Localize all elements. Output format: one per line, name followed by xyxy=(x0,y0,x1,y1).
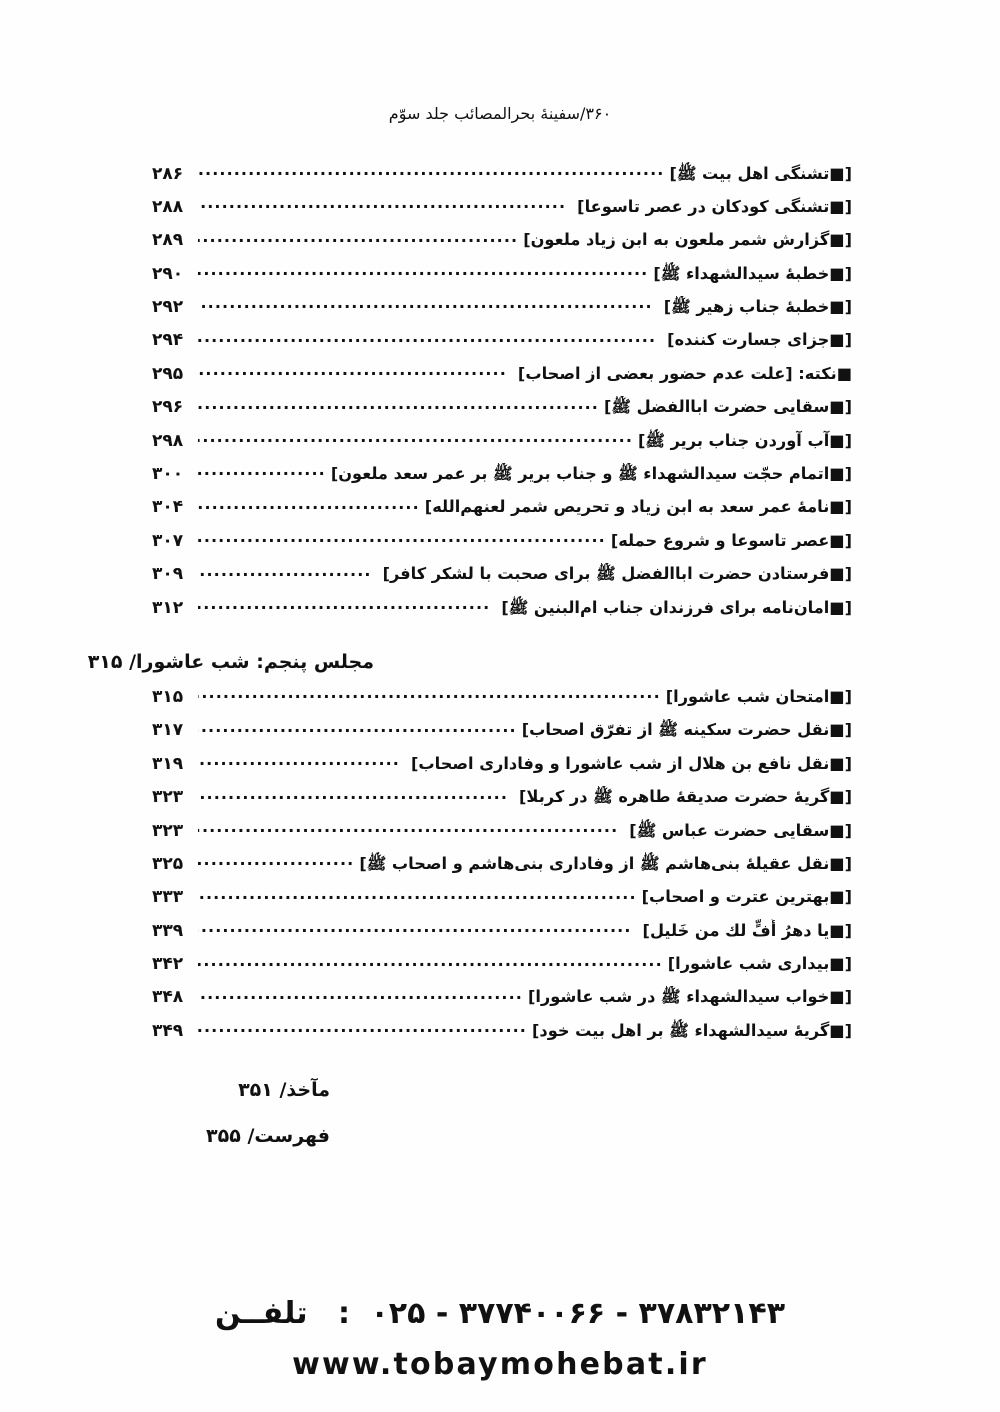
toc-entry-title: [■عصر تاسوعا و شروع حمله] xyxy=(610,530,852,550)
toc-tail xyxy=(152,1079,852,1171)
toc-leader-dots xyxy=(198,329,662,346)
toc-leader-dots xyxy=(198,819,624,836)
toc-entry[interactable] xyxy=(152,162,852,195)
toc-entry-title: [■گریهٔ سیدالشهداء ﷺ بر اهل بیت خود] xyxy=(532,1020,852,1040)
toc-entry[interactable] xyxy=(152,886,852,919)
toc-entry[interactable] xyxy=(152,529,852,562)
toc-entry[interactable] xyxy=(152,262,852,295)
toc-entry-title: [■نقل نافع بن هلال از شب عاشورا و وفاداری اصحاب] xyxy=(410,753,852,773)
section-heading-text: مجلس پنجم: شب عاشورا/ ۳۱۵ xyxy=(87,651,374,674)
toc-leader-dots xyxy=(198,429,633,446)
toc-entry-title: [■سقایی حضرت عباس ﷺ] xyxy=(629,820,852,840)
toc-entry[interactable] xyxy=(152,852,852,885)
toc-entry-page: ۲۸۸ xyxy=(152,196,184,217)
toc-entry-title: [■اتمام حجّت سیدالشهداء ﷺ و جناب بریر ﷺ بر عمر سعد ملعون] xyxy=(330,464,852,484)
toc-entry-page: ۳۲۳ xyxy=(152,787,184,808)
toc-entry-title: [■تشنگی کودکان در عصر تاسوعا] xyxy=(577,196,852,216)
toc-entry[interactable] xyxy=(152,786,852,819)
footer-phone-label: تلفــن xyxy=(214,1296,308,1331)
toc-entry-page: ۳۰۹ xyxy=(152,564,184,585)
toc-leader-dots xyxy=(198,496,420,513)
toc-entry[interactable] xyxy=(152,396,852,429)
running-header-text: ۳۶۰/سفینهٔ بحرالمصائب جلد سوّم xyxy=(388,104,612,123)
toc-entry-title: [■سقایی حضرت اباالفضل ﷺ] xyxy=(604,397,852,417)
toc-leader-dots xyxy=(198,262,648,279)
toc-tail-index[interactable]: فهرست/ ۳۵۵ xyxy=(206,1124,330,1147)
toc-entry-title: [■تشنگی اهل بیت ﷺ] xyxy=(669,163,852,183)
toc-entry-page: ۳۰۰ xyxy=(152,464,184,485)
toc-entry-title: [■فرستادن حضرت اباالفضل ﷺ برای صحبت با لشکر کافر] xyxy=(382,564,852,584)
footer-website[interactable]: www.tobaymohebat.ir xyxy=(292,1347,708,1382)
toc-entry-title: [■آب آوردن جناب بریر ﷺ] xyxy=(638,430,852,450)
toc-entry-title: [■امان‌نامه برای فرزندان جناب ام‌البنین ﷺ] xyxy=(501,597,852,617)
toc-entry-page: ۲۹۰ xyxy=(152,263,184,284)
toc-entry-note[interactable] xyxy=(152,362,852,395)
toc-entry[interactable] xyxy=(152,329,852,362)
toc-entry-page: ۲۹۸ xyxy=(152,430,184,451)
toc-entry[interactable] xyxy=(152,563,852,596)
toc-leader-dots xyxy=(198,986,523,1003)
toc-entry[interactable] xyxy=(152,1019,852,1052)
toc-entry-title: [■نقل عقیلهٔ بنی‌هاشم ﷺ از وفاداری بنی‌هاشم و اصحاب ﷺ] xyxy=(359,853,852,873)
toc-entry-title: [■نامهٔ عمر سعد به ابن زیاد و تحریص شمر لعنهم‌الله] xyxy=(424,497,852,517)
toc-entry-page: ۳۱۲ xyxy=(152,597,184,618)
toc-leader-dots xyxy=(198,162,664,179)
toc-leader-dots xyxy=(198,563,378,580)
toc-leader-dots xyxy=(198,529,606,546)
toc-entry-page: ۳۲۵ xyxy=(152,853,184,874)
toc-entry-page: ۳۴۹ xyxy=(152,1020,184,1041)
toc-leader-dots xyxy=(198,396,599,413)
toc-entry-title: [■خطبهٔ جناب زهیر ﷺ] xyxy=(663,297,852,317)
toc-entry-title: [■یا دهرُ أُفٍّ لك من خَلیل] xyxy=(642,920,852,940)
toc-leader-dots xyxy=(198,362,513,379)
toc-group-one xyxy=(152,162,852,629)
toc-entry-title: [■گریهٔ حضرت صدیقهٔ طاهره ﷺ در کربلا] xyxy=(519,787,852,807)
toc-entry-title: [■جزای جسارت کننده] xyxy=(667,330,852,350)
toc-entry[interactable] xyxy=(152,819,852,852)
toc-entry-title: [■امتحان شب عاشورا] xyxy=(665,686,852,706)
toc-entry-page: ۳۰۷ xyxy=(152,530,184,551)
toc-entry-page: ۲۹۲ xyxy=(152,297,184,318)
toc-leader-dots xyxy=(198,463,326,480)
toc-entry-page: ۲۹۶ xyxy=(152,397,184,418)
toc-leader-dots xyxy=(198,229,518,246)
running-header xyxy=(0,104,1000,123)
toc-entry-page: ۳۳۹ xyxy=(152,920,184,941)
toc-entry-page: ۲۹۵ xyxy=(152,363,184,384)
footer-phone-colon: : xyxy=(338,1296,350,1331)
toc-entry[interactable] xyxy=(152,296,852,329)
toc-leader-dots xyxy=(198,195,572,212)
toc-entry[interactable] xyxy=(152,195,852,228)
toc-entry-title: [■بیداری شب عاشورا] xyxy=(667,954,852,974)
toc-group-two xyxy=(152,685,852,1052)
toc-entry-page: ۲۹۴ xyxy=(152,330,184,351)
toc-entry[interactable] xyxy=(152,752,852,785)
toc-entry[interactable] xyxy=(152,919,852,952)
toc-entry-title: ■نکته: [علت عدم حضور بعضی از اصحاب] xyxy=(517,363,852,383)
toc-entry-title: [■بهترین عترت و اصحاب] xyxy=(641,887,852,907)
toc-entry[interactable] xyxy=(152,229,852,262)
toc-entry-title: [■گزارش شمر ملعون به ابن زیاد ملعون] xyxy=(523,230,852,250)
section-heading-majlis-panjom xyxy=(87,629,852,685)
toc-entry-page: ۳۲۳ xyxy=(152,820,184,841)
toc-entry-page: ۳۱۵ xyxy=(152,686,184,707)
toc-entry[interactable] xyxy=(152,463,852,496)
toc-entry-title: [■خطبهٔ سیدالشهداء ﷺ] xyxy=(653,263,852,283)
toc-leader-dots xyxy=(198,953,663,970)
toc-entry-page: ۳۴۲ xyxy=(152,954,184,975)
toc-entry-page: ۳۱۹ xyxy=(152,753,184,774)
toc-entry[interactable] xyxy=(152,953,852,986)
footer-phone-line xyxy=(0,1296,1000,1331)
toc-entry-title: [■نقل حضرت سکینه ﷺ از تفرّق اصحاب] xyxy=(521,720,852,740)
toc-entry-page: ۲۸۶ xyxy=(152,163,184,184)
toc-leader-dots xyxy=(198,786,514,803)
toc-entry[interactable] xyxy=(152,719,852,752)
toc-entry[interactable] xyxy=(152,986,852,1019)
toc-tail-sources[interactable]: مآخذ/ ۳۵۱ xyxy=(238,1078,330,1101)
table-of-contents xyxy=(87,162,852,1171)
toc-entry-title: [■خواب سیدالشهداء ﷺ در شب عاشورا] xyxy=(527,987,852,1007)
toc-leader-dots xyxy=(198,852,354,869)
toc-leader-dots xyxy=(198,752,406,769)
toc-leader-dots xyxy=(198,886,637,903)
toc-entry-page: ۳۳۳ xyxy=(152,887,184,908)
toc-entry[interactable] xyxy=(152,596,852,629)
toc-leader-dots xyxy=(198,296,659,313)
toc-leader-dots xyxy=(198,719,517,736)
toc-entry[interactable] xyxy=(152,429,852,462)
toc-entry-page: ۳۰۴ xyxy=(152,497,184,518)
toc-entry[interactable] xyxy=(152,496,852,529)
toc-leader-dots xyxy=(198,685,661,702)
toc-entry[interactable] xyxy=(152,685,852,718)
toc-leader-dots xyxy=(198,1019,527,1036)
toc-leader-dots xyxy=(198,596,496,613)
footer-phone-number: ۰۲۵ - ۳۷۷۴۰۰۶۶ - ۳۷۸۳۲۱۴۳ xyxy=(370,1296,786,1331)
toc-entry-page: ۳۱۷ xyxy=(152,720,184,741)
page-footer xyxy=(0,1296,1000,1382)
toc-entry-page: ۳۴۸ xyxy=(152,987,184,1008)
toc-leader-dots xyxy=(198,919,638,936)
toc-entry-page: ۲۸۹ xyxy=(152,230,184,251)
